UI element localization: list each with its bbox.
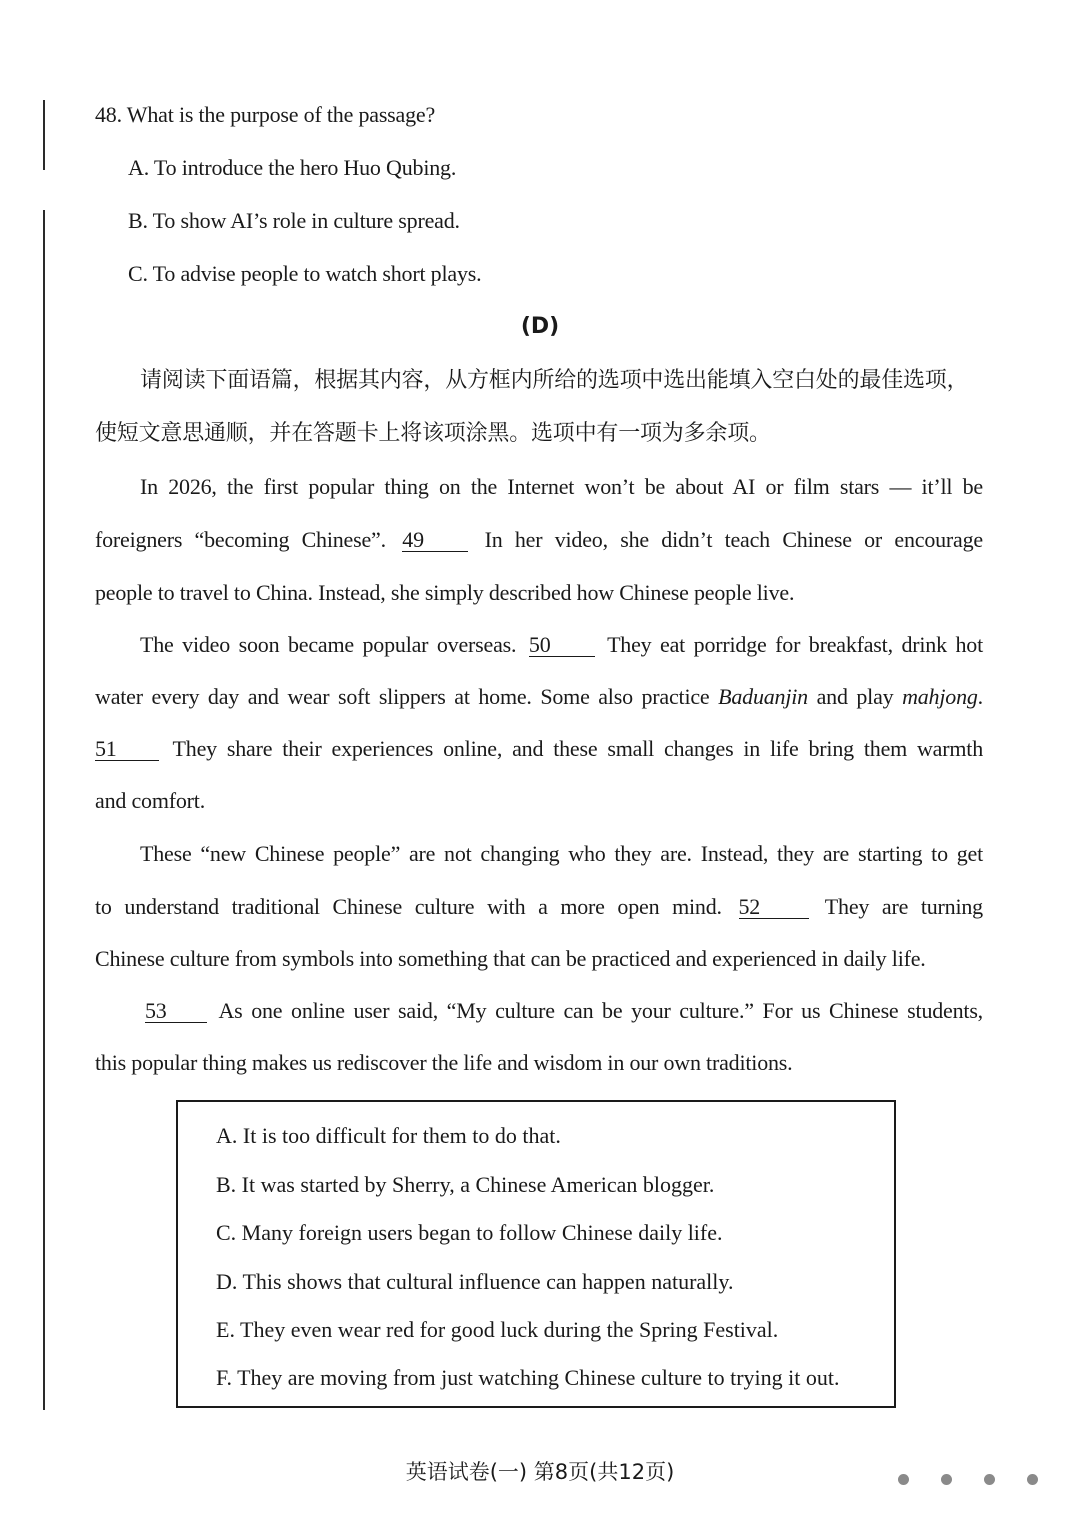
passage-text: They share their experiences online, and these small changes in life bring them warmth: [172, 736, 983, 761]
passage-p1-line2: [95, 526, 983, 554]
passage-p3-line1: These “new Chinese people” are not changing who they are. Instead, they are starting to get: [140, 841, 983, 866]
option-box: [176, 1100, 896, 1408]
dot-icon: [984, 1474, 995, 1485]
passage-text: The video soon became popular overseas.: [140, 632, 517, 657]
passage-italic-term: Baduanjin: [718, 684, 808, 709]
dot-icon: [1027, 1474, 1038, 1485]
passage-p4-line2: this popular thing makes us rediscover the life and wisdom in our own traditions.: [95, 1050, 793, 1075]
passage-text: to understand traditional Chinese culture with a more open mind.: [95, 894, 722, 919]
blank-53[interactable]: 53: [145, 1000, 207, 1023]
passage-text: foreigners “becoming Chinese”.: [95, 527, 386, 552]
section-d-instructions-line1: 请阅读下面语篇，根据其内容，从方框内所给的选项中选出能填入空白处的最佳选项，: [140, 368, 969, 393]
passage-p4-line1: [145, 997, 983, 1025]
question-48-option-b: B. To show AI’s role in culture spread.: [128, 208, 460, 233]
passage-p3-line2: [95, 893, 983, 921]
question-48-stem: 48. What is the purpose of the passage?: [95, 102, 436, 127]
passage-p3-line3: Chinese culture from symbols into something that can be practiced and experienced in daily life.: [95, 946, 926, 971]
option-f[interactable]: F. They are moving from just watching Chinese culture to trying it out.: [216, 1365, 840, 1390]
passage-text: They eat porridge for breakfast, drink hot: [607, 632, 983, 657]
passage-p2-line4: and comfort.: [95, 788, 206, 813]
passage-text: .: [977, 684, 983, 709]
question-48-option-c: C. To advise people to watch short plays.: [128, 261, 482, 286]
blank-51[interactable]: 51: [95, 738, 159, 761]
passage-p1-line1: In 2026, the first popular thing on the Internet won’t be about AI or film stars — it’ll be: [140, 474, 983, 499]
dot-icon: [941, 1474, 952, 1485]
passage-text: water every day and wear soft slippers at home. Some also practice: [95, 684, 710, 709]
option-d[interactable]: D. This shows that cultural influence can happen naturally.: [216, 1269, 734, 1294]
passage-p2-line3: [95, 735, 983, 763]
passage-text: and play: [816, 684, 894, 709]
blank-49[interactable]: 49: [402, 529, 468, 552]
page-footer: 英语试卷(一) 第8页(共12页): [405, 1460, 675, 1484]
question-48-option-a: A. To introduce the hero Huo Qubing.: [128, 155, 457, 180]
option-c[interactable]: C. Many foreign users began to follow Chinese daily life.: [216, 1220, 723, 1245]
margin-rule-main: [43, 210, 45, 1410]
passage-p1-line3: people to travel to China. Instead, she simply described how Chinese people live.: [95, 580, 795, 605]
option-a[interactable]: A. It is too difficult for them to do that.: [216, 1123, 561, 1148]
section-d-instructions-line2: 使短文意思通顺，并在答题卡上将该项涂黑。选项中有一项为多余项。: [95, 421, 771, 446]
option-b[interactable]: B. It was started by Sherry, a Chinese American blogger.: [216, 1172, 715, 1197]
blank-52[interactable]: 52: [739, 896, 809, 919]
blank-50[interactable]: 50: [529, 634, 595, 657]
option-e[interactable]: E. They even wear red for good luck during the Spring Festival.: [216, 1317, 779, 1342]
passage-italic-term: mahjong: [902, 684, 978, 709]
margin-rule-top: [43, 100, 45, 170]
passage-p2-line2: [95, 683, 983, 711]
passage-text: In her video, she didn’t teach Chinese or encourage: [484, 527, 983, 552]
section-d-title: (D): [520, 314, 560, 339]
passage-text: They are turning: [824, 894, 983, 919]
passage-text: As one online user said, “My culture can be your culture.” For us Chinese students,: [218, 998, 983, 1023]
more-dots-indicator: [896, 1474, 1046, 1488]
passage-p2-line1: [140, 631, 983, 659]
dot-icon: [898, 1474, 909, 1485]
